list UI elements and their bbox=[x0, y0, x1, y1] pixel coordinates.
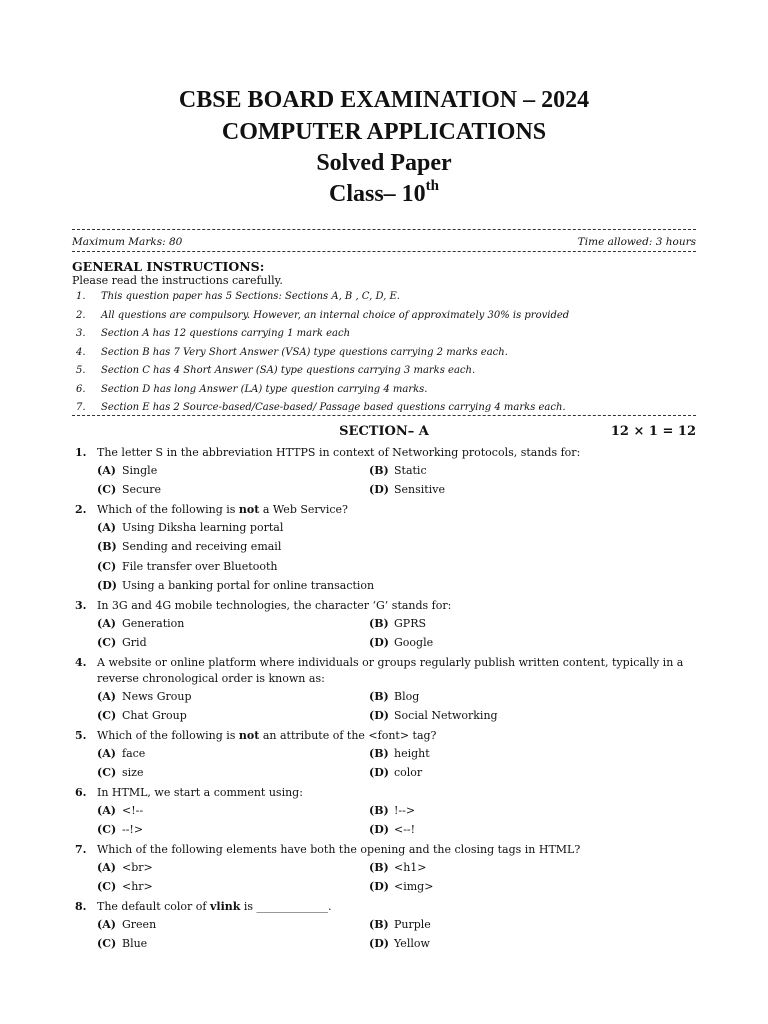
question-stem bbox=[72, 840, 696, 858]
instruction-text: Section E has 2 Source-based/Case-based/ Passage based questions carrying 4 marks each. bbox=[101, 402, 566, 413]
option-label: (D) bbox=[97, 579, 117, 593]
answer-option bbox=[97, 461, 369, 481]
question bbox=[72, 840, 696, 897]
option-label: (D) bbox=[369, 766, 389, 780]
answer-option bbox=[369, 801, 649, 821]
instruction-item bbox=[72, 384, 696, 403]
question-text-part: In HTML, we start a comment using: bbox=[97, 786, 303, 799]
option-label: (C) bbox=[97, 937, 117, 951]
question-number: 1. bbox=[75, 446, 87, 459]
question-stem bbox=[72, 726, 696, 744]
option-text: Secure bbox=[122, 483, 162, 497]
question-text bbox=[97, 655, 696, 687]
answer-option bbox=[97, 801, 369, 821]
option-text: File transfer over Bluetooth bbox=[122, 559, 278, 573]
option-text: Sending and receiving email bbox=[122, 540, 282, 554]
question-number: 3. bbox=[75, 599, 87, 612]
instruction-number: 1. bbox=[76, 291, 86, 302]
option-label: (C) bbox=[97, 559, 117, 573]
option-text: Social Networking bbox=[394, 709, 498, 723]
answer-option bbox=[97, 935, 369, 955]
question-text-part: The letter S in the abbreviation HTTPS in context of Networking protocols, stands for: bbox=[97, 446, 581, 459]
answer-option bbox=[97, 518, 649, 538]
option-label: (B) bbox=[97, 540, 117, 554]
answer-option bbox=[97, 538, 649, 558]
time-allowed: Time allowed: 3 hours bbox=[577, 236, 696, 248]
instructions-list bbox=[72, 291, 696, 415]
question-emphasis: vlink bbox=[210, 900, 241, 913]
question-number: 2. bbox=[75, 503, 87, 516]
section-title: SECTION– A bbox=[339, 424, 429, 439]
option-text: Static bbox=[394, 463, 427, 477]
question-number: 4. bbox=[75, 656, 87, 669]
answer-option bbox=[97, 744, 369, 764]
option-label: (B) bbox=[369, 616, 389, 630]
option-label: (B) bbox=[369, 746, 389, 760]
option-label: (D) bbox=[369, 937, 389, 951]
question-stem bbox=[72, 897, 696, 915]
answer-option bbox=[369, 634, 649, 654]
options-grid bbox=[97, 744, 696, 783]
question-number: 7. bbox=[75, 843, 87, 856]
question-text bbox=[97, 502, 696, 518]
option-label: (C) bbox=[97, 483, 117, 497]
question-text-part: Which of the following is bbox=[97, 729, 239, 742]
option-label: (A) bbox=[97, 860, 116, 874]
option-label: (A) bbox=[97, 616, 116, 630]
marks-time-row bbox=[72, 230, 696, 251]
instruction-number: 3. bbox=[76, 328, 86, 339]
maximum-marks: Maximum Marks: 80 bbox=[72, 236, 183, 248]
option-label: (D) bbox=[369, 483, 389, 497]
question-text-part: A website or online platform where individuals or groups regularly publish written content, typically in a reverse chronological order is known as: bbox=[97, 656, 684, 685]
option-label: (B) bbox=[369, 803, 389, 817]
option-text: Generation bbox=[122, 616, 185, 630]
question-text-part: In 3G and 4G mobile technologies, the character ‘G’ stands for: bbox=[97, 599, 452, 612]
options-grid bbox=[97, 461, 696, 500]
question bbox=[72, 897, 696, 954]
question-emphasis: not bbox=[238, 729, 260, 742]
instruction-number: 2. bbox=[76, 309, 86, 321]
option-text: Yellow bbox=[394, 937, 430, 951]
class-label: Class– 10 bbox=[328, 181, 426, 207]
answer-option bbox=[97, 821, 369, 841]
answer-option bbox=[369, 915, 649, 935]
answer-option bbox=[369, 878, 649, 898]
option-text: Blog bbox=[394, 689, 420, 703]
answer-option bbox=[369, 481, 649, 501]
section-header bbox=[72, 417, 696, 441]
instruction-item bbox=[72, 328, 696, 347]
answer-option bbox=[97, 687, 369, 707]
answer-option bbox=[97, 764, 369, 784]
question-stem bbox=[72, 653, 696, 687]
option-label: (A) bbox=[97, 463, 116, 477]
question bbox=[72, 653, 696, 726]
answer-option bbox=[97, 858, 369, 878]
instruction-number: 7. bbox=[76, 402, 86, 413]
question bbox=[72, 500, 696, 596]
paper-type: Solved Paper bbox=[316, 150, 452, 176]
answer-option bbox=[97, 915, 369, 935]
option-text: Blue bbox=[122, 937, 148, 951]
option-text: face bbox=[122, 746, 146, 760]
instruction-number: 4. bbox=[76, 346, 86, 358]
option-text: Using a banking portal for online transaction bbox=[122, 579, 375, 593]
answer-option bbox=[369, 744, 649, 764]
option-text: <--! bbox=[394, 823, 416, 837]
answer-option bbox=[97, 878, 369, 898]
answer-option bbox=[369, 821, 649, 841]
option-text: Using Diksha learning portal bbox=[122, 520, 284, 534]
question-text-part: an attribute of the <font> tag? bbox=[259, 729, 437, 742]
answer-option bbox=[369, 687, 649, 707]
question bbox=[72, 596, 696, 653]
answer-option bbox=[369, 707, 649, 727]
option-label: (A) bbox=[97, 689, 116, 703]
answer-option bbox=[97, 557, 649, 577]
option-text: <!-- bbox=[122, 803, 144, 817]
question-stem bbox=[72, 500, 696, 518]
option-text: Sensitive bbox=[394, 483, 445, 497]
exam-title: CBSE BOARD EXAMINATION – 2024 bbox=[178, 87, 590, 113]
option-label: (D) bbox=[369, 636, 389, 650]
class-superscript: th bbox=[425, 178, 440, 194]
question-stem bbox=[72, 783, 696, 801]
question-text bbox=[97, 899, 696, 915]
option-text: --!> bbox=[122, 823, 144, 837]
option-text: News Group bbox=[122, 689, 192, 703]
instruction-text: Section B has 7 Very Short Answer (VSA) type questions carrying 2 marks each. bbox=[101, 346, 508, 358]
option-label: (C) bbox=[97, 709, 117, 723]
option-text: Single bbox=[122, 463, 158, 477]
instruction-item bbox=[72, 291, 696, 310]
option-text: Grid bbox=[122, 636, 147, 650]
option-label: (A) bbox=[97, 520, 116, 534]
class-title bbox=[72, 179, 696, 209]
answer-option bbox=[369, 614, 649, 634]
option-text: <h1> bbox=[394, 860, 427, 874]
option-text: height bbox=[394, 746, 430, 760]
option-label: (B) bbox=[369, 917, 389, 931]
answer-option bbox=[97, 614, 369, 634]
option-label: (C) bbox=[97, 823, 117, 837]
question bbox=[72, 726, 696, 783]
answer-option bbox=[97, 634, 369, 654]
subject-title: COMPUTER APPLICATIONS bbox=[221, 119, 547, 145]
option-label: (D) bbox=[369, 880, 389, 894]
option-label: (B) bbox=[369, 689, 389, 703]
meta-divider bbox=[72, 251, 696, 252]
options-grid bbox=[97, 614, 696, 653]
section-marks: 12 × 1 = 12 bbox=[610, 424, 696, 439]
exam-page bbox=[72, 0, 696, 954]
instruction-text: All questions are compulsory. However, an internal choice of approximately 30% is provided bbox=[101, 309, 570, 321]
question-text-part: a Web Service? bbox=[259, 503, 348, 516]
question-text bbox=[97, 598, 696, 614]
answer-option bbox=[369, 764, 649, 784]
question-text-part: The default color of bbox=[97, 900, 210, 913]
option-label: (D) bbox=[369, 823, 389, 837]
answer-option bbox=[369, 935, 649, 955]
option-text: Purple bbox=[394, 917, 431, 931]
options-grid bbox=[97, 687, 696, 726]
option-label: (C) bbox=[97, 880, 117, 894]
question-number: 6. bbox=[75, 786, 87, 799]
question-text bbox=[97, 842, 696, 858]
question bbox=[72, 443, 696, 500]
instruction-item bbox=[72, 402, 696, 415]
option-text: GPRS bbox=[394, 616, 427, 630]
option-text: <br> bbox=[122, 860, 153, 874]
option-label: (C) bbox=[97, 636, 117, 650]
instruction-item bbox=[72, 310, 696, 329]
answer-option bbox=[97, 707, 369, 727]
instruction-text: Section A has 12 questions carrying 1 mark each bbox=[101, 328, 351, 339]
question-number: 5. bbox=[75, 729, 87, 742]
instruction-text: This question paper has 5 Sections: Sections A, B , C, D, E. bbox=[101, 291, 400, 302]
options-grid bbox=[97, 915, 696, 954]
instruction-text: Section C has 4 Short Answer (SA) type questions carrying 3 marks each. bbox=[101, 365, 476, 376]
option-text: !--> bbox=[394, 803, 416, 817]
options-grid bbox=[97, 518, 696, 596]
option-text: size bbox=[122, 766, 144, 780]
title-block bbox=[72, 86, 696, 209]
instruction-item bbox=[72, 347, 696, 366]
question-text-part: Which of the following is bbox=[97, 503, 239, 516]
question-number: 8. bbox=[75, 900, 87, 913]
answer-option bbox=[369, 461, 649, 481]
option-text: Chat Group bbox=[122, 709, 187, 723]
option-text: <img> bbox=[394, 880, 434, 894]
answer-option bbox=[369, 858, 649, 878]
question-text-part: is _____________. bbox=[240, 900, 332, 913]
question-text-part: Which of the following elements have both the opening and the closing tags in HTML? bbox=[97, 843, 581, 856]
question-stem bbox=[72, 596, 696, 614]
options-grid bbox=[97, 801, 696, 840]
question-text bbox=[97, 785, 696, 801]
answer-option bbox=[97, 481, 369, 501]
instruction-text: Section D has long Answer (LA) type question carrying 4 marks. bbox=[101, 383, 428, 395]
option-text: <hr> bbox=[122, 880, 153, 894]
question bbox=[72, 783, 696, 840]
instruction-number: 5. bbox=[76, 365, 86, 376]
option-text: Google bbox=[394, 636, 434, 650]
option-label: (A) bbox=[97, 917, 116, 931]
options-grid bbox=[97, 858, 696, 897]
answer-option bbox=[97, 577, 649, 597]
option-label: (A) bbox=[97, 803, 116, 817]
question-emphasis: not bbox=[238, 503, 260, 516]
option-label: (D) bbox=[369, 709, 389, 723]
option-text: Green bbox=[122, 917, 157, 931]
question-stem bbox=[72, 443, 696, 461]
instructions-subheading: Please read the instructions carefully. bbox=[72, 274, 283, 287]
instructions-heading: GENERAL INSTRUCTIONS: bbox=[72, 259, 265, 274]
option-text: color bbox=[394, 766, 423, 780]
question-text bbox=[97, 445, 696, 461]
option-label: (B) bbox=[369, 860, 389, 874]
option-label: (A) bbox=[97, 746, 116, 760]
instruction-number: 6. bbox=[76, 383, 86, 395]
instruction-item bbox=[72, 365, 696, 384]
option-label: (B) bbox=[369, 463, 389, 477]
question-text bbox=[97, 728, 696, 744]
option-label: (C) bbox=[97, 766, 117, 780]
instructions-divider bbox=[72, 415, 696, 416]
questions-list bbox=[72, 443, 696, 954]
